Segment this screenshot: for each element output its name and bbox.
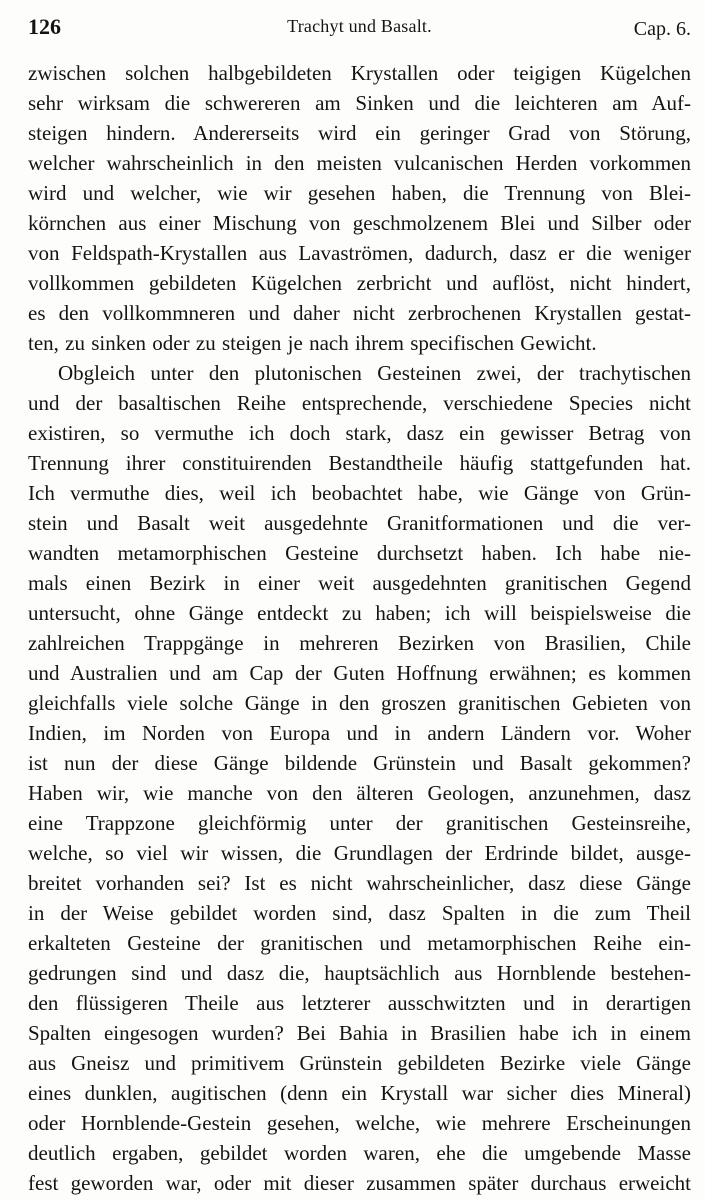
- text-line: zahlreichen Trappgänge in mehreren Bezirken von Brasilien, Chile: [28, 631, 691, 655]
- text-line: und Australien und am Cap der Guten Hoffnung erwähnen; es kommen: [28, 661, 691, 685]
- text-line: eines dunklen, augitischen (denn ein Krystall war sicher dies Mineral): [28, 1081, 691, 1105]
- chapter-reference: Cap. 6.: [633, 18, 691, 40]
- text-line: breitet vorhanden sei? Ist es nicht wahrscheinlicher, dasz diese Gänge: [28, 871, 691, 895]
- body-text: [28, 58, 691, 1198]
- text-line: welcher wahrscheinlich in den meisten vulcanischen Herden vorkommen: [28, 151, 691, 175]
- paragraph-start-line: Obgleich unter den plutonischen Gesteinen zwei, der trachytischen: [58, 361, 691, 385]
- text-line: existiren, so vermuthe ich doch stark, dasz ein gewisser Betrag von: [28, 421, 691, 445]
- text-line: fest geworden war, oder mit dieser zusammen später durchaus erweicht: [28, 1171, 691, 1195]
- running-title: Trachyt und Basalt.: [287, 16, 432, 36]
- text-line: von Feldspath-Krystallen aus Lavaströmen, dadurch, dasz er die weniger: [28, 241, 691, 265]
- text-line: Indien, im Norden von Europa und in andern Ländern vor. Woher: [28, 721, 691, 745]
- text-line: oder Hornblende-Gestein gesehen, welche, wie mehrere Erscheinungen: [28, 1111, 691, 1135]
- text-line: welche, so viel wir wissen, die Grundlagen der Erdrinde bildet, ausge-: [28, 841, 691, 865]
- text-line: in der Weise gebildet worden sind, dasz Spalten in die zum Theil: [28, 901, 691, 925]
- text-line: den flüssigeren Theile aus letzterer ausschwitzten und in derartigen: [28, 991, 691, 1015]
- running-head: [28, 10, 691, 44]
- text-line: und der basaltischen Reihe entsprechende, verschiedene Species nicht: [28, 391, 691, 415]
- text-line: körnchen aus einer Mischung von geschmolzenem Blei und Silber oder: [28, 211, 691, 235]
- text-line: gedrungen sind und dasz die, hauptsächlich aus Hornblende bestehen-: [28, 961, 691, 985]
- paragraph-end-line: ten, zu sinken oder zu steigen je nach ihrem specifischen Gewicht.: [28, 331, 597, 355]
- page-number: 126: [28, 14, 61, 39]
- text-line: vollkommen gebildeten Kügelchen zerbricht und auflöst, nicht hindert,: [28, 271, 691, 295]
- text-line: Ich vermuthe dies, weil ich beobachtet habe, wie Gänge von Grün-: [28, 481, 691, 505]
- text-line: es den vollkommneren und daher nicht zerbrochenen Krystallen gestat-: [28, 301, 691, 325]
- text-line: wird und welcher, wie wir gesehen haben, die Trennung von Blei-: [28, 181, 691, 205]
- text-line: sehr wirksam die schwereren am Sinken und die leichteren am Auf-: [28, 91, 691, 115]
- text-line: wandten metamorphischen Gesteine durchsetzt haben. Ich habe nie-: [28, 541, 691, 565]
- text-line: zwischen solchen halbgebildeten Krystallen oder teigigen Kügelchen: [28, 61, 691, 85]
- text-line: untersucht, ohne Gänge entdeckt zu haben; ich will beispielsweise die: [28, 601, 691, 625]
- text-line: steigen hindern. Andererseits wird ein geringer Grad von Störung,: [28, 121, 691, 145]
- text-line: eine Trappzone gleichförmig unter der granitischen Gesteinsreihe,: [28, 811, 691, 835]
- text-line: Trennung ihrer constituirenden Bestandtheile häufig stattgefunden hat.: [28, 451, 691, 475]
- text-line: erkalteten Gesteine der granitischen und metamorphischen Reihe ein-: [28, 931, 691, 955]
- text-line: deutlich ergaben, gebildet worden waren, ehe die umgebende Masse: [28, 1141, 691, 1165]
- text-line: Haben wir, wie manche von den älteren Geologen, anzunehmen, dasz: [28, 781, 691, 805]
- text-line: stein und Basalt weit ausgedehnte Granitformationen und die ver-: [28, 511, 691, 535]
- text-line: gleichfalls viele solche Gänge in den groszen granitischen Gebieten von: [28, 691, 691, 715]
- text-line: aus Gneisz und primitivem Grünstein gebildeten Bezirke viele Gänge: [28, 1051, 691, 1075]
- text-line: Spalten eingesogen wurden? Bei Bahia in Brasilien habe ich in einem: [28, 1021, 691, 1045]
- text-line: ist nun der diese Gänge bildende Grünstein und Basalt gekommen?: [28, 751, 691, 775]
- text-line: mals einen Bezirk in einer weit ausgedehnten granitischen Gegend: [28, 571, 691, 595]
